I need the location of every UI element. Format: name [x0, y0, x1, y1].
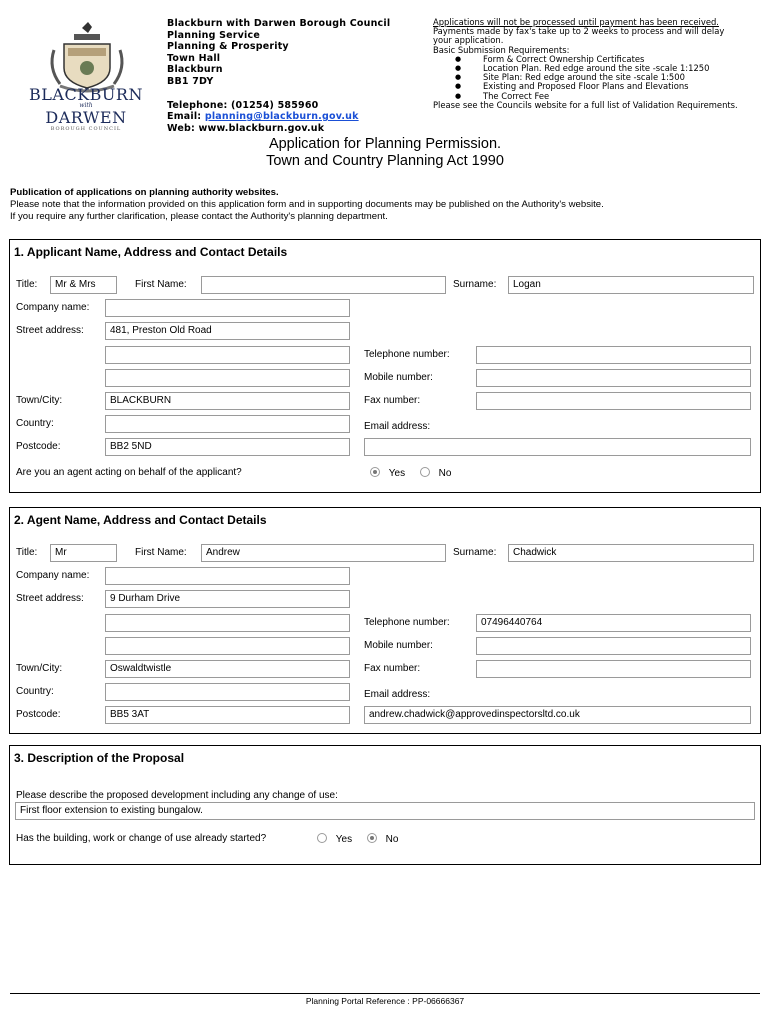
agent-title-field[interactable]: Mr	[50, 544, 117, 562]
council-building: Town Hall	[167, 52, 221, 64]
requirements-list	[433, 55, 743, 101]
publication-heading: Publication of applications on planning authority websites.	[10, 187, 279, 198]
logo-wordmark: BLACKBURN with DARWEN BOROUGH COUNCIL	[29, 85, 143, 132]
council-dept: Planning & Prosperity	[167, 41, 289, 53]
town-label: Town/City:	[16, 663, 63, 674]
council-town: Blackburn	[167, 64, 223, 76]
section-heading: 2. Agent Name, Address and Contact Details	[14, 513, 267, 527]
agent-town-field[interactable]: Oswaldtwistle	[105, 660, 350, 678]
fax-label: Fax number:	[364, 663, 421, 674]
postcode-label: Postcode:	[16, 441, 61, 452]
council-email-link[interactable]: planning@blackburn.gov.uk	[204, 111, 359, 123]
council-service: Planning Service	[167, 29, 260, 41]
started-yes-radio[interactable]	[317, 833, 327, 843]
page-title	[0, 136, 770, 170]
agent-yes-radio[interactable]	[370, 467, 380, 477]
agent-street2-field[interactable]	[105, 614, 350, 632]
telephone-label: Telephone number:	[364, 617, 450, 628]
agent-question: Are you an agent acting on behalf of the applicant?	[16, 467, 242, 478]
list-item: ● Existing and Proposed Floor Plans and Elevations	[483, 82, 743, 91]
applicant-country-field[interactable]	[105, 415, 350, 433]
section-applicant	[9, 239, 761, 493]
street-label: Street address:	[16, 593, 84, 604]
first-name-label: First Name:	[135, 279, 187, 290]
applicant-surname-field[interactable]: Logan	[508, 276, 754, 294]
requirements-title: Basic Submission Requirements:	[433, 44, 570, 55]
email-label: Email address:	[364, 689, 431, 700]
list-item: ● Location Plan. Red edge around the site -scale 1:1250	[483, 64, 743, 73]
surname-label: Surname:	[453, 547, 497, 558]
applicant-postcode-field[interactable]: BB2 5ND	[105, 438, 350, 456]
no-label: No	[385, 834, 399, 845]
applicant-town-field[interactable]: BLACKBURN	[105, 392, 350, 410]
section-agent	[9, 507, 761, 734]
council-email-line: Email: planning@blackburn.gov.uk	[167, 111, 359, 123]
section-proposal	[9, 745, 761, 865]
agent-radio-group	[370, 467, 451, 479]
title-label: Title:	[16, 547, 38, 558]
proposal-description-field[interactable]: First floor extension to existing bungalow.	[15, 802, 755, 820]
yes-label: Yes	[388, 468, 406, 479]
council-name: Blackburn with Darwen Borough Council	[167, 18, 391, 29]
mobile-label: Mobile number:	[364, 640, 433, 651]
agent-street3-field[interactable]	[105, 637, 350, 655]
footer-divider	[10, 993, 760, 994]
agent-telephone-field[interactable]: 07496440764	[476, 614, 751, 632]
page-title-line2: Town and Country Planning Act 1990	[266, 153, 504, 169]
validation-notice: Please see the Councils website for a full list of Validation Requirements.	[433, 99, 738, 110]
started-radio-group	[317, 833, 398, 845]
section-heading: 1. Applicant Name, Address and Contact Details	[14, 245, 288, 259]
postcode-label: Postcode:	[16, 709, 61, 720]
fax-notice: Payments made by fax's take up to 2 weeks to process and will delay your application.	[433, 26, 725, 46]
list-item: ● The Correct Fee	[483, 92, 743, 101]
publication-notice	[10, 187, 604, 223]
publication-line2: If you require any further clarification, please contact the Authority's planning department.	[10, 211, 388, 222]
council-postcode: BB1 7DY	[167, 75, 214, 87]
publication-line1: Please note that the information provided on this application form and in supporting documents may be published on the Authority's website.	[10, 199, 604, 210]
yes-label: Yes	[335, 834, 353, 845]
applicant-mobile-field[interactable]	[476, 369, 751, 387]
company-label: Company name:	[16, 302, 90, 313]
list-item: ● Site Plan: Red edge around the site -scale 1:500	[483, 73, 743, 82]
company-label: Company name:	[16, 570, 90, 581]
started-question: Has the building, work or change of use already started?	[16, 833, 267, 844]
agent-country-field[interactable]	[105, 683, 350, 701]
mobile-label: Mobile number:	[364, 372, 433, 383]
agent-surname-field[interactable]: Chadwick	[508, 544, 754, 562]
agent-first-name-field[interactable]: Andrew	[201, 544, 446, 562]
applicant-email-field[interactable]	[364, 438, 751, 456]
agent-street1-field[interactable]: 9 Durham Drive	[105, 590, 350, 608]
started-no-radio[interactable]	[367, 833, 377, 843]
surname-label: Surname:	[453, 279, 497, 290]
street-label: Street address:	[16, 325, 84, 336]
applicant-title-field[interactable]: Mr & Mrs	[50, 276, 117, 294]
applicant-street1-field[interactable]: 481, Preston Old Road	[105, 322, 350, 340]
agent-postcode-field[interactable]: BB5 3AT	[105, 706, 350, 724]
telephone-label: Telephone number:	[364, 349, 450, 360]
agent-mobile-field[interactable]	[476, 637, 751, 655]
fax-label: Fax number:	[364, 395, 421, 406]
no-label: No	[438, 468, 452, 479]
applicant-first-name-field[interactable]	[201, 276, 446, 294]
country-label: Country:	[16, 686, 54, 697]
agent-email-field[interactable]: andrew.chadwick@approvedinspectorsltd.co.uk	[364, 706, 751, 724]
country-label: Country:	[16, 418, 54, 429]
portal-reference: Planning Portal Reference : PP-06666367	[305, 996, 465, 1006]
council-address	[167, 18, 390, 134]
section-heading: 3. Description of the Proposal	[14, 751, 185, 765]
email-label: Email address:	[364, 421, 431, 432]
council-logo	[24, 20, 148, 132]
agent-fax-field[interactable]	[476, 660, 751, 678]
payment-notice: Applications will not be processed until payment has been received.	[433, 17, 719, 27]
applicant-street2-field[interactable]	[105, 346, 350, 364]
agent-no-radio[interactable]	[420, 467, 430, 477]
council-telephone: Telephone: (01254) 585960	[167, 99, 319, 111]
applicant-street3-field[interactable]	[105, 369, 350, 387]
agent-company-field[interactable]	[105, 567, 350, 585]
first-name-label: First Name:	[135, 547, 187, 558]
title-label: Title:	[16, 279, 38, 290]
town-label: Town/City:	[16, 395, 63, 406]
council-web: Web: www.blackburn.gov.uk	[167, 122, 325, 134]
page-title-line1: Application for Planning Permission.	[268, 136, 502, 152]
applicant-telephone-field[interactable]	[476, 346, 751, 364]
description-prompt: Please describe the proposed development including any change of use:	[16, 790, 338, 801]
applicant-fax-field[interactable]	[476, 392, 751, 410]
applicant-company-field[interactable]	[105, 299, 350, 317]
list-item: ● Form & Correct Ownership Certificates	[483, 55, 743, 64]
submission-notice	[433, 18, 743, 110]
